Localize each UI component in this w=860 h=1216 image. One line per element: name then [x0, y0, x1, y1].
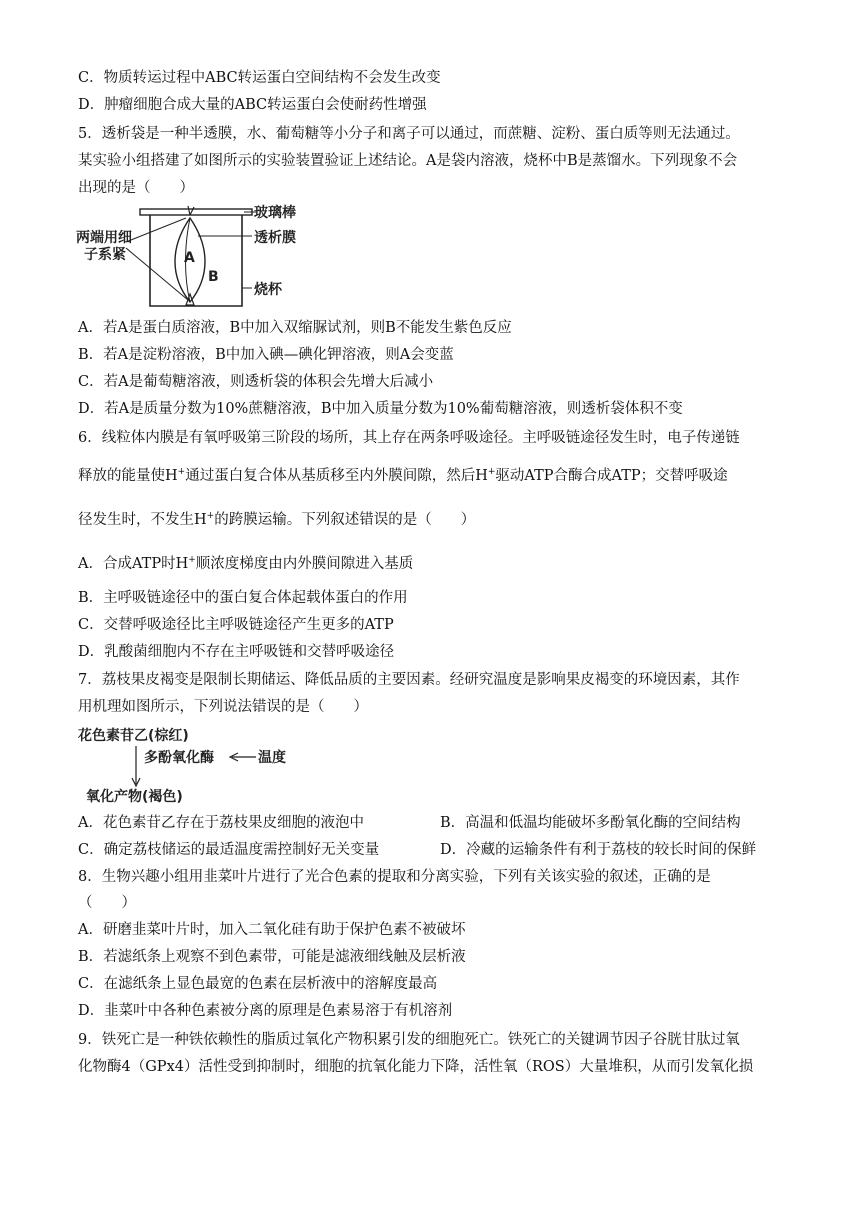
glass-rod-shape: [140, 209, 252, 215]
q6-stem-line-3: 径发生时，不发生H+的跨膜运输。下列叙述错误的是（ ）: [78, 511, 476, 528]
q7-stem-line-2: 用机理如图所示，下列说法错误的是（ ）: [78, 699, 368, 715]
q9-stem-line-1: 9．铁死亡是一种铁依赖性的脂质过氧化产物积累引发的细胞死亡。铁死亡的关键调节因子谷胱甘肽过氧: [78, 1032, 740, 1048]
q7-stem-line-1: 7．荔枝果皮褐变是限制长期储运、降低品质的主要因素。经研究温度是影响果皮褐变的环境因素，其作: [78, 672, 740, 688]
substrate-label: 花色素苷乙(棕红): [78, 728, 189, 744]
q8-option-a: A．研磨韭菜叶片时，加入二氧化硅有助于保护色素不被破坏: [78, 922, 466, 938]
q5-option-a: A．若A是蛋白质溶液，B中加入双缩脲试剂，则B不能发生紫色反应: [78, 320, 512, 336]
q6-stem-line-2: 释放的能量使H+通过蛋白复合体从基质移至内外膜间隙，然后H+驱动ATP合酶合成ATP；交替呼吸途: [78, 467, 728, 484]
q5-option-d: D．若A是质量分数为10%蔗糖溶液，B中加入质量分数为10%葡萄糖溶液，则透析袋体积不变: [78, 401, 683, 417]
q8-option-c: C．在滤纸条上显色最宽的色素在层析液中的溶解度最高: [78, 976, 438, 992]
browning-mechanism-figure: [74, 722, 314, 804]
q6-stem-line-1: 6．线粒体内膜是有氧呼吸第三阶段的场所，其上存在两条呼吸途径。主呼吸链途径发生时，电子传递链: [78, 430, 740, 446]
q7-option-a: A．花色素苷乙存在于荔枝果皮细胞的液泡中: [78, 815, 364, 831]
q8-stem-line-1: 8．生物兴趣小组用韭菜叶片进行了光合色素的提取和分离实验，下列有关该实验的叙述，正确的是: [78, 869, 711, 885]
q9-stem-line-2: 化物酶4（GPx4）活性受到抑制时，细胞的抗氧化能力下降，活性氧（ROS）大量堆积，从而引发氧化损: [78, 1059, 754, 1075]
product-label: 氧化产物(褐色): [86, 789, 183, 804]
q5-option-b: B．若A是淀粉溶液，B中加入碘—碘化钾溶液，则A会变蓝: [78, 347, 454, 363]
tie-label-line-1: 两端用细: [76, 230, 132, 246]
solution-b-label: B: [208, 269, 219, 285]
enzyme-label: 多酚氧化酶: [144, 750, 214, 766]
q5-stem-line-3: 出现的是（ ）: [78, 180, 194, 196]
q6-option-c: C．交替呼吸途径比主呼吸链途径产生更多的ATP: [78, 617, 394, 633]
q7-option-c: C．确定荔枝储运的最适温度需控制好无关变量: [78, 842, 380, 858]
q7-option-d: D．冷藏的运输条件有利于荔枝的较长时间的保鲜: [440, 842, 757, 858]
dialysis-apparatus-figure: [74, 202, 314, 312]
q4-option-c: C．物质转运过程中ABC转运蛋白空间结构不会发生改变: [78, 70, 441, 86]
q5-stem-line-2: 某实验小组搭建了如图所示的实验装置验证上述结论。A是袋内溶液，烧杯中B是蒸馏水。下列现象不会: [78, 153, 738, 169]
temperature-label: 温度: [258, 750, 286, 766]
q6-option-b: B．主呼吸链途径中的蛋白复合体起载体蛋白的作用: [78, 590, 408, 606]
q5-stem-line-1: 5．透析袋是一种半透膜，水、葡萄糖等小分子和离子可以通过，而蔗糖、淀粉、蛋白质等则无法通过。: [78, 126, 740, 142]
q4-option-d: D．肿瘤细胞合成大量的ABC转运蛋白会使耐药性增强: [78, 97, 427, 113]
q8-option-d: D．韭菜叶中各种色素被分离的原理是色素易溶于有机溶剂: [78, 1003, 453, 1019]
q8-stem-line-2: （ ）: [78, 895, 136, 911]
q7-option-b: B．高温和低温均能破坏多酚氧化酶的空间结构: [440, 815, 741, 831]
q5-option-c: C．若A是葡萄糖溶液，则透析袋的体积会先增大后减小: [78, 374, 434, 390]
q8-option-b: B．若滤纸条上观察不到色素带，可能是滤液细线触及层析液: [78, 949, 466, 965]
membrane-label: 透析膜: [254, 230, 296, 246]
glass-rod-label: 玻璃棒: [254, 205, 296, 221]
solution-a-label: A: [184, 250, 195, 266]
q6-option-a: A．合成ATP时H+顺浓度梯度由内外膜间隙进入基质: [78, 555, 414, 572]
beaker-label: 烧杯: [254, 282, 282, 298]
q6-option-d: D．乳酸菌细胞内不存在主呼吸链和交替呼吸途径: [78, 644, 395, 660]
tie-label-line-2: 子系紧: [84, 247, 126, 263]
